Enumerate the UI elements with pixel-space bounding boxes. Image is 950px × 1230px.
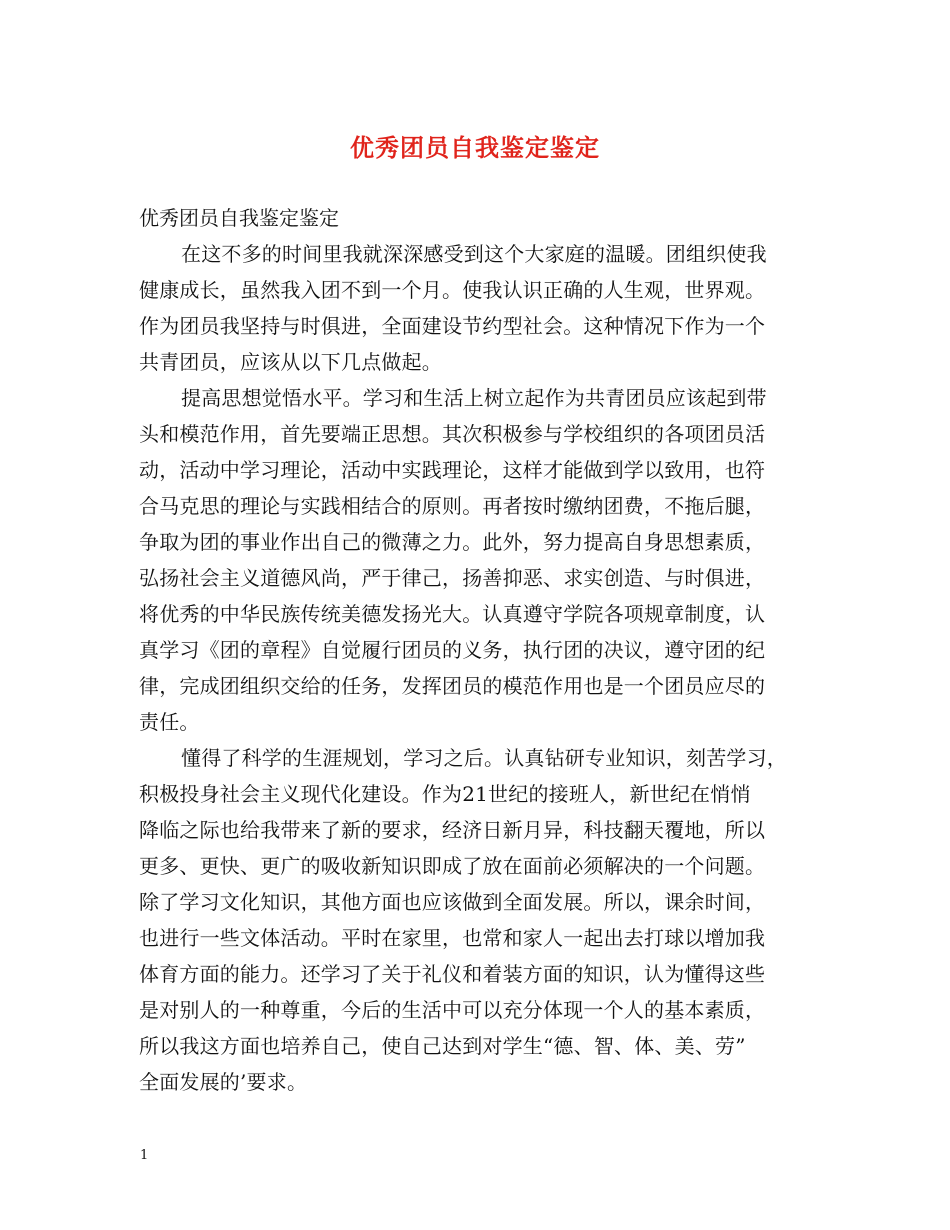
paragraph-line: 在这不多的时间里我就深深感受到这个大家庭的温暖。团组织使我 [181,242,767,266]
paragraph-line: 责任。 [139,710,200,734]
paragraph-line: 作为团员我坚持与时俱进，全面建设节约型社会。这种情况下作为一个 [139,314,766,338]
paragraph-line: 共青团员，应该从以下几点做起。 [139,350,442,374]
paragraph-line: 律，完成团组织交给的任务，发挥团员的模范作用也是一个团员应尽的 [139,674,766,698]
page-number: 1 [140,1148,149,1163]
paragraph-line: 除了学习文化知识，其他方面也应该做到全面发展。所以，课余时间， [139,890,766,914]
paragraph-line: 动，活动中学习理论，活动中实践理论，这样才能做到学以致用，也符 [139,458,766,482]
paragraph-3 [139,740,819,1100]
paragraph-line: 真学习《团的章程》自觉履行团员的义务，执行团的决议，遵守团的纪 [139,638,766,662]
document-title: 优秀团员自我鉴定鉴定 [350,133,600,162]
paragraph-line: 是对别人的一种尊重，今后的生活中可以充分体现一个人的基本素质， [139,998,766,1022]
paragraph-2 [139,380,819,740]
paragraph-line: 体育方面的能力。还学习了关于礼仪和着装方面的知识，认为懂得这些 [139,962,766,986]
paragraph-line: 弘扬社会主义道德风尚，严于律己，扬善抑恶、求实创造、与时俱进， [139,566,766,590]
paragraph-1 [139,236,819,380]
paragraph-line: 也进行一些文体活动。平时在家里，也常和家人一起出去打球以增加我 [139,926,766,950]
paragraph-line: 将优秀的中华民族传统美德发扬光大。认真遵守学院各项规章制度，认 [139,602,766,626]
paragraph-line: 降临之际也给我带来了新的要求，经济日新月异，科技翻天覆地，所以 [139,818,766,842]
paragraph-line: 全面发展的’要求。 [139,1070,308,1094]
paragraph-line: 头和模范作用，首先要端正思想。其次积极参与学校组织的各项团员活 [139,422,766,446]
paragraph-line: 更多、更快、更广的吸收新知识即成了放在面前必须解决的一个问题。 [139,854,766,878]
paragraph-line: 合马克思的理论与实践相结合的原则。再者按时缴纳团费，不拖后腿， [139,494,766,518]
paragraph-line: 懂得了科学的生涯规划，学习之后。认真钻研专业知识，刻苦学习， [181,746,787,770]
document-subtitle: 优秀团员自我鉴定鉴定 [139,206,339,230]
paragraph-line: 提高思想觉悟水平。学习和生活上树立起作为共青团员应该起到带 [181,386,767,410]
paragraph-line: 争取为团的事业作出自己的微薄之力。此外，努力提高自身思想素质， [139,530,766,554]
paragraph-line: 健康成长，虽然我入团不到一个月。使我认识正确的人生观，世界观。 [139,278,766,302]
paragraph-line: 所以我这方面也培养自己，使自己达到对学生“德、智、体、美、劳” [139,1034,746,1058]
document-body [139,200,819,1100]
paragraph-line: 积极投身社会主义现代化建设。作为21世纪的接班人，新世纪在悄悄 [139,782,751,806]
